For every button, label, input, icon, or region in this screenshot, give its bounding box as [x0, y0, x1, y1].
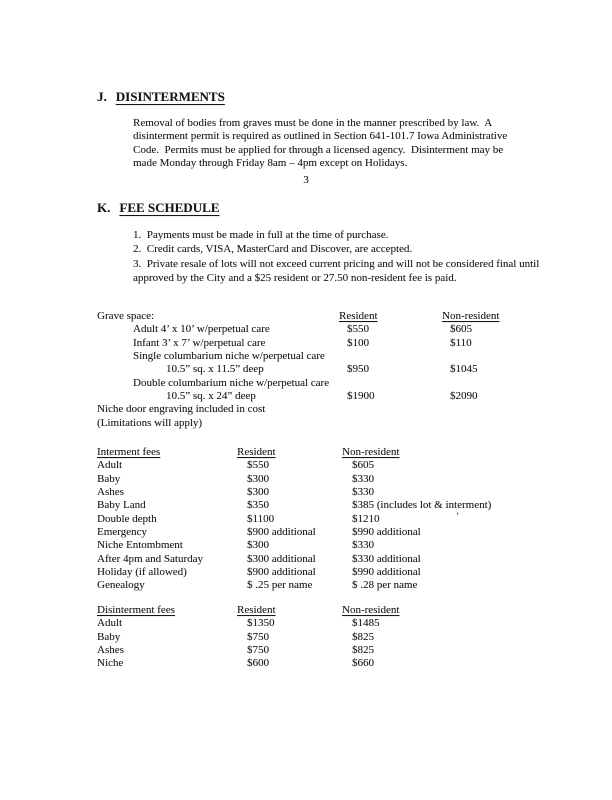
interment-fee-resident: $300 additional [247, 552, 316, 565]
disinterment-fee-resident: $600 [247, 657, 269, 670]
grave-space-row-label: Single columbarium niche w/perpetual care [133, 350, 325, 363]
interment-fees-rows [0, 459, 612, 592]
disinterment-fee-resident: $1350 [247, 617, 275, 630]
interment-fee-row [0, 499, 612, 512]
grave-space-col-resident: Resident [339, 310, 378, 322]
interment-fee-row [0, 579, 612, 592]
interment-fee-nonresident: $330 [352, 486, 374, 499]
scan-artifact-mark: ʼ [456, 511, 459, 521]
grave-space-row [0, 390, 612, 403]
grave-space-row-label: Infant 3’ x 7’ w/perpetual care [133, 336, 266, 349]
disinterment-fees-rows [0, 617, 612, 670]
interment-fee-nonresident: $330 [352, 539, 374, 552]
interment-fee-label: Baby Land [97, 499, 146, 512]
grave-space-note [0, 403, 612, 416]
grave-space-row-label: Adult 4’ x 10’ w/perpetual care [133, 323, 270, 336]
interment-fee-resident: $300 [247, 472, 269, 485]
grave-space-title: Grave space: [97, 310, 155, 322]
grave-space-row [0, 323, 612, 336]
grave-space-row-label: 10.5” sq. x 24” deep [166, 390, 256, 403]
grave-space-row-nonresident: $110 [450, 336, 472, 349]
disinterment-fee-nonresident: $825 [352, 644, 374, 657]
disinterment-fee-row [0, 631, 612, 644]
interment-fees-header-row [0, 446, 612, 459]
grave-space-row-resident: $1900 [347, 390, 375, 403]
grave-space-row [0, 377, 612, 390]
interment-fee-row [0, 553, 612, 566]
section-j-title: DISINTERMENTS [115, 89, 225, 104]
grave-space-notes [0, 403, 612, 430]
interment-fee-row [0, 539, 612, 552]
grave-space-table [0, 310, 612, 430]
interment-fee-resident: $300 [247, 486, 269, 499]
grave-space-row-nonresident: $1045 [450, 363, 478, 376]
interment-fee-label: Genealogy [97, 579, 145, 592]
interment-fee-nonresident: $990 additional [352, 566, 421, 579]
interment-fee-resident: $350 [247, 499, 269, 512]
interment-fee-row [0, 566, 612, 579]
disinterment-fee-label: Adult [97, 617, 123, 630]
grave-space-note [0, 417, 612, 430]
interment-fees-col-nonresident: Non-resident [342, 446, 400, 458]
section-k-title: FEE SCHEDULE [119, 200, 220, 215]
interment-fee-nonresident: $330 additional [352, 552, 421, 565]
interment-fee-label: Ashes [97, 486, 124, 499]
section-k-heading [97, 200, 219, 216]
disinterment-fee-resident: $750 [247, 644, 269, 657]
disinterment-fees-table [0, 604, 612, 671]
disinterment-fee-nonresident: $1485 [352, 617, 380, 630]
disinterment-fee-row [0, 644, 612, 657]
disinterment-fees-col-resident: Resident [237, 604, 276, 616]
grave-space-row-nonresident: $605 [450, 323, 472, 336]
disinterment-fee-label: Baby [97, 630, 121, 643]
section-j-heading [97, 89, 225, 105]
interment-fee-label: Double depth [97, 512, 157, 525]
interment-fee-resident: $ .25 per name [247, 579, 313, 592]
interment-fee-row [0, 513, 612, 526]
disinterment-fees-title: Disinterment fees [97, 604, 175, 616]
grave-space-row [0, 337, 612, 350]
grave-space-row [0, 350, 612, 363]
disinterment-fee-row [0, 617, 612, 630]
interment-fee-label: Niche Entombment [97, 539, 183, 552]
fee-schedule-list-item: 1. Payments must be made in full at the time of purchase. [133, 229, 389, 241]
interment-fee-resident: $900 additional [247, 526, 316, 539]
interment-fee-resident: $900 additional [247, 566, 316, 579]
interment-fee-row [0, 486, 612, 499]
interment-fee-nonresident: $ .28 per name [352, 579, 418, 592]
grave-space-header-row [0, 310, 612, 323]
grave-space-row-resident: $950 [347, 363, 369, 376]
interment-fee-label: Baby [97, 472, 121, 485]
interment-fees-table [0, 446, 612, 593]
interment-fee-resident: $300 [247, 539, 269, 552]
disinterment-fee-label: Niche [97, 657, 124, 670]
interment-fee-nonresident: $605 [352, 459, 374, 472]
grave-space-row-label: Double columbarium niche w/perpetual care [133, 376, 330, 389]
interment-fee-label: Holiday (if allowed) [97, 566, 187, 579]
grave-space-row-resident: $100 [347, 336, 369, 349]
section-k-label: K. [97, 200, 111, 215]
interment-fee-nonresident: $1210 [352, 512, 380, 525]
grave-space-row [0, 363, 612, 376]
grave-space-row-resident: $550 [347, 323, 369, 336]
interment-fee-row [0, 526, 612, 539]
page-number: 3 [303, 174, 309, 186]
disinterments-paragraph: Removal of bodies from graves must be done in the manner prescribed by law. A disinterment permit is required as outlined in Section 641-101.7 Iowa Administrative Code. Permits must be applied for through a licensed agency. Disinterment may be made Monday through Friday 8am – 4pm except on Holidays. [133, 117, 510, 169]
interment-fee-row [0, 459, 612, 472]
fee-schedule-list [133, 228, 547, 286]
grave-space-row-label: 10.5” sq. x 11.5” deep [166, 363, 264, 376]
disinterment-fee-resident: $750 [247, 630, 269, 643]
interment-fee-label: Adult [97, 459, 123, 472]
grave-space-note-text: Niche door engraving included in cost [97, 403, 266, 416]
fee-schedule-list-item: 2. Credit cards, VISA, MasterCard and Discover, are accepted. [133, 243, 413, 256]
interment-fee-row [0, 473, 612, 486]
grave-space-note-text: (Limitations will apply) [97, 416, 203, 429]
interment-fee-nonresident: $330 [352, 472, 374, 485]
disinterment-fee-nonresident: $825 [352, 630, 374, 643]
interment-fee-resident: $1100 [247, 512, 275, 525]
disinterment-fees-header-row [0, 604, 612, 617]
disinterment-fees-col-nonresident: Non-resident [342, 604, 400, 616]
grave-space-col-nonresident: Non-resident [442, 310, 500, 322]
disinterment-fee-row [0, 657, 612, 670]
disinterment-fee-nonresident: $660 [352, 657, 374, 670]
interment-fees-col-resident: Resident [237, 446, 276, 458]
grave-space-rows [0, 323, 612, 403]
interment-fee-label: After 4pm and Saturday [97, 552, 203, 565]
interment-fee-label: Emergency [97, 526, 147, 539]
grave-space-row-nonresident: $2090 [450, 390, 478, 403]
disinterment-fee-label: Ashes [97, 644, 124, 657]
interment-fee-nonresident: $385 (includes lot & interment) [352, 499, 492, 512]
fee-schedule-list-item: 3. Private resale of lots will not exceed current pricing and will not be considered final until approved by the City and a $25 resident or 27.50 non-resident fee is paid. [133, 257, 543, 285]
section-j-label: J. [97, 89, 107, 104]
interment-fee-resident: $550 [247, 459, 269, 472]
interment-fee-nonresident: $990 additional [352, 526, 421, 539]
interment-fees-title: Interment fees [97, 446, 161, 458]
